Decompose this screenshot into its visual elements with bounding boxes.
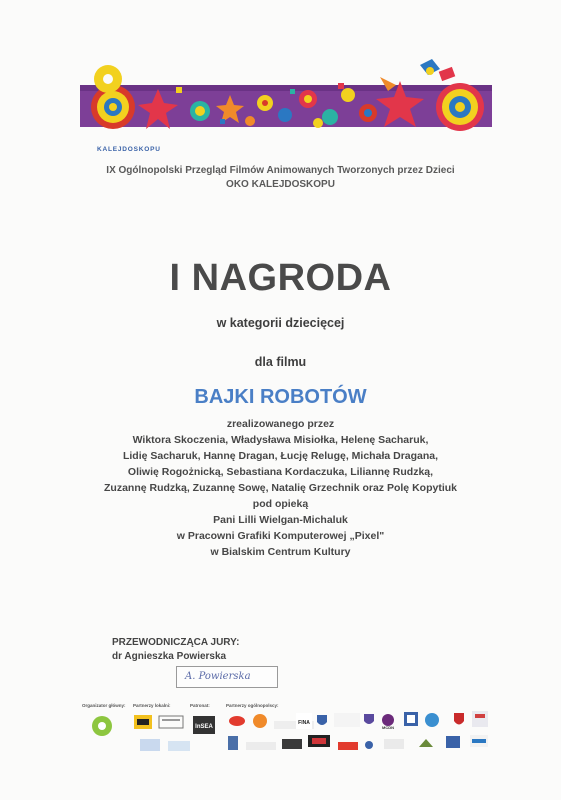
national-partner-logo <box>470 734 488 752</box>
national-partner-logo <box>363 713 375 732</box>
kaleidoscope-artwork <box>80 55 492 145</box>
kalejdoskop-banner <box>80 55 492 145</box>
mcdn-logo <box>378 712 398 735</box>
national-partner-logo <box>338 737 358 755</box>
national-partner-logo <box>308 734 330 752</box>
credits-line: Oliwię Rogożnicką, Sebastiana Kordaczuka, Liliannę Rudzką, <box>127 466 434 478</box>
national-partner-logo <box>452 712 466 733</box>
sponsor-label-local: Partnerzy lokalni: <box>133 703 171 708</box>
kalejdoskop-logo-text: KALEJDOSKOPU <box>97 146 161 153</box>
credits-line: zrealizowanego przez <box>226 418 335 430</box>
organizer-logo <box>90 714 114 743</box>
fina-logo <box>296 713 312 734</box>
national-partner-logo <box>446 735 460 753</box>
national-partner-logo <box>228 736 238 755</box>
national-partner-logo <box>228 714 246 732</box>
national-partner-logo <box>384 736 404 754</box>
festival-name: IX Ogólnopolski Przegląd Filmów Animowanych Tworzonych przez Dzieci <box>106 165 455 176</box>
jury-chair-name: dr Agnieszka Powierska <box>112 651 227 662</box>
handwritten-signature <box>176 666 278 688</box>
award-category: w kategorii dziecięcej <box>216 316 345 330</box>
film-title: BAJKI ROBOTÓW <box>194 386 367 408</box>
sponsor-label-organizer: Organizator główny: <box>82 703 126 708</box>
jury-chair-title: PRZEWODNICZĄCA JURY: <box>112 637 240 648</box>
festival-short-name: OKO KALEJDOSKOPU <box>226 179 335 190</box>
national-partner-logo <box>316 714 328 733</box>
national-partner-logo <box>424 712 440 733</box>
national-partner-logo <box>334 713 360 732</box>
award-title: I NAGRODA <box>169 257 392 299</box>
insea-logo <box>193 716 215 739</box>
credits-line: Lidię Sacharuk, Hannę Dragan, Łucję Relugę, Michała Dragana, <box>122 450 439 462</box>
national-partner-logo <box>252 713 268 734</box>
sponsor-label-national: Partnerzy ogólnopolscy: <box>226 703 279 708</box>
local-partner-logo <box>140 738 160 756</box>
insea-logo-text: InSEA <box>195 724 213 730</box>
credits-line: w Pracowni Grafiki Komputerowej „Pixel" <box>176 530 385 542</box>
signature-text: A. Powierska <box>185 671 251 682</box>
local-partner-logo <box>134 715 152 734</box>
credits-line: Wiktora Skoczenia, Władysława Misiołka, Helenę Sacharuk, <box>132 434 429 446</box>
national-partner-logo <box>246 737 276 755</box>
local-partner-logo <box>168 738 190 756</box>
for-film-label: dla filmu <box>254 355 307 369</box>
sponsor-label-patronage: Patronat: <box>190 703 210 708</box>
national-partner-logo <box>364 737 374 755</box>
credits-line: Pani Lilli Wielgan-Michaluk <box>213 514 348 526</box>
mcdn-logo-text: MCDN <box>382 725 394 730</box>
national-partner-logo <box>404 712 418 731</box>
credits-line: Zuzannę Rudzką, Zuzannę Sowę, Natalię Grzechnik oraz Polę Kopytiuk <box>104 482 457 494</box>
credits-line: pod opieką <box>252 498 309 510</box>
national-partner-logo <box>472 711 488 732</box>
national-partner-logo <box>418 735 434 753</box>
local-partner-logo <box>158 714 184 735</box>
fina-logo-text: FINA <box>298 720 310 726</box>
national-partner-logo <box>282 736 302 754</box>
credits-line: w Bialskim Centrum Kultury <box>210 546 351 558</box>
